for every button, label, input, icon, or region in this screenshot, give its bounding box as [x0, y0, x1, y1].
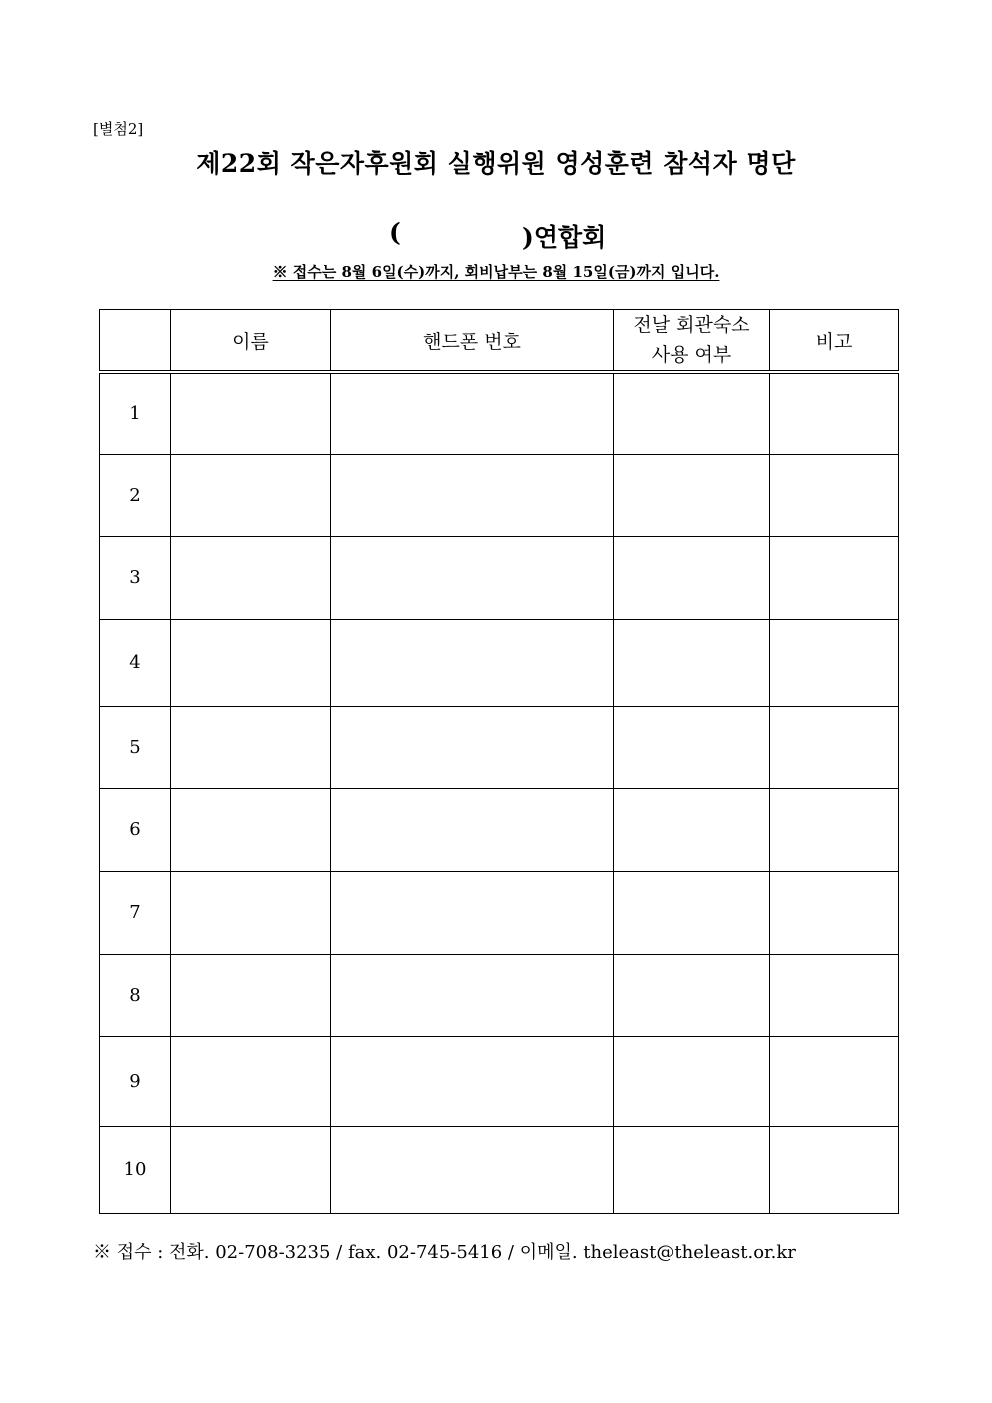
phone-cell[interactable]: [331, 788, 614, 871]
header-number: [100, 310, 171, 373]
name-cell[interactable]: [171, 788, 331, 871]
table-row: [100, 1036, 899, 1126]
note-cell[interactable]: [770, 706, 899, 788]
table-header-row: [100, 310, 899, 373]
table-row: [100, 706, 899, 788]
phone-cell[interactable]: [331, 706, 614, 788]
phone-cell[interactable]: [331, 954, 614, 1036]
name-cell[interactable]: [171, 1036, 331, 1126]
phone-cell[interactable]: [331, 1036, 614, 1126]
phone-cell[interactable]: [331, 372, 614, 454]
phone-cell[interactable]: [331, 619, 614, 706]
table-row: [100, 871, 899, 954]
header-lodging-line1: 전날 회관숙소: [633, 314, 750, 336]
lodging-cell[interactable]: [614, 788, 770, 871]
lodging-cell[interactable]: [614, 454, 770, 536]
row-number: 10: [100, 1126, 171, 1213]
header-lodging-line2: 사용 여부: [651, 344, 732, 366]
row-number: 8: [100, 954, 171, 1036]
row-number: 7: [100, 871, 171, 954]
lodging-cell[interactable]: [614, 706, 770, 788]
header-name: 이름: [171, 310, 331, 373]
table-row: [100, 1126, 899, 1213]
note-cell[interactable]: [770, 536, 899, 619]
note-cell[interactable]: [770, 871, 899, 954]
lodging-cell[interactable]: [614, 1126, 770, 1213]
lodging-cell[interactable]: [614, 871, 770, 954]
name-cell[interactable]: [171, 954, 331, 1036]
page-title: 제22회 작은자후원회 실행위원 영성훈련 참석자 명단: [196, 149, 796, 178]
attendee-table: [99, 309, 899, 1214]
note-cell[interactable]: [770, 619, 899, 706]
note-cell[interactable]: [770, 788, 899, 871]
row-number: 5: [100, 706, 171, 788]
note-cell[interactable]: [770, 1126, 899, 1213]
name-cell[interactable]: [171, 871, 331, 954]
row-number: 9: [100, 1036, 171, 1126]
header-lodging: [614, 310, 770, 373]
row-number: 2: [100, 454, 171, 536]
phone-cell[interactable]: [331, 1126, 614, 1213]
table-row: [100, 372, 899, 454]
table-row: [100, 954, 899, 1036]
lodging-cell[interactable]: [614, 372, 770, 454]
table-row: [100, 619, 899, 706]
note-cell[interactable]: [770, 372, 899, 454]
lodging-cell[interactable]: [614, 619, 770, 706]
table-row: [100, 454, 899, 536]
deadline-notice: ※ 접수는 8월 6일(수)까지, 회비납부는 8월 15일(금)까지 입니다.: [272, 263, 720, 281]
name-cell[interactable]: [171, 372, 331, 454]
name-cell[interactable]: [171, 706, 331, 788]
row-number: 4: [100, 619, 171, 706]
header-note: 비고: [770, 310, 899, 373]
attachment-label: [별첨2]: [93, 120, 144, 138]
phone-cell[interactable]: [331, 536, 614, 619]
name-cell[interactable]: [171, 1126, 331, 1213]
phone-cell[interactable]: [331, 454, 614, 536]
federation-open-paren: (: [389, 218, 401, 247]
contact-footer: ※ 접수 : 전화. 02-708-3235 / fax. 02-745-5416 / 이메일. theleast@theleast.or.kr: [93, 1242, 796, 1263]
note-cell[interactable]: [770, 954, 899, 1036]
row-number: 3: [100, 536, 171, 619]
name-cell[interactable]: [171, 454, 331, 536]
name-cell[interactable]: [171, 619, 331, 706]
table-row: [100, 536, 899, 619]
row-number: 6: [100, 788, 171, 871]
note-cell[interactable]: [770, 1036, 899, 1126]
header-phone: 핸드폰 번호: [331, 310, 614, 373]
lodging-cell[interactable]: [614, 954, 770, 1036]
row-number: 1: [100, 372, 171, 454]
lodging-cell[interactable]: [614, 536, 770, 619]
lodging-cell[interactable]: [614, 1036, 770, 1126]
table-row: [100, 788, 899, 871]
phone-cell[interactable]: [331, 871, 614, 954]
note-cell[interactable]: [770, 454, 899, 536]
federation-suffix: )연합회: [522, 223, 607, 252]
name-cell[interactable]: [171, 536, 331, 619]
